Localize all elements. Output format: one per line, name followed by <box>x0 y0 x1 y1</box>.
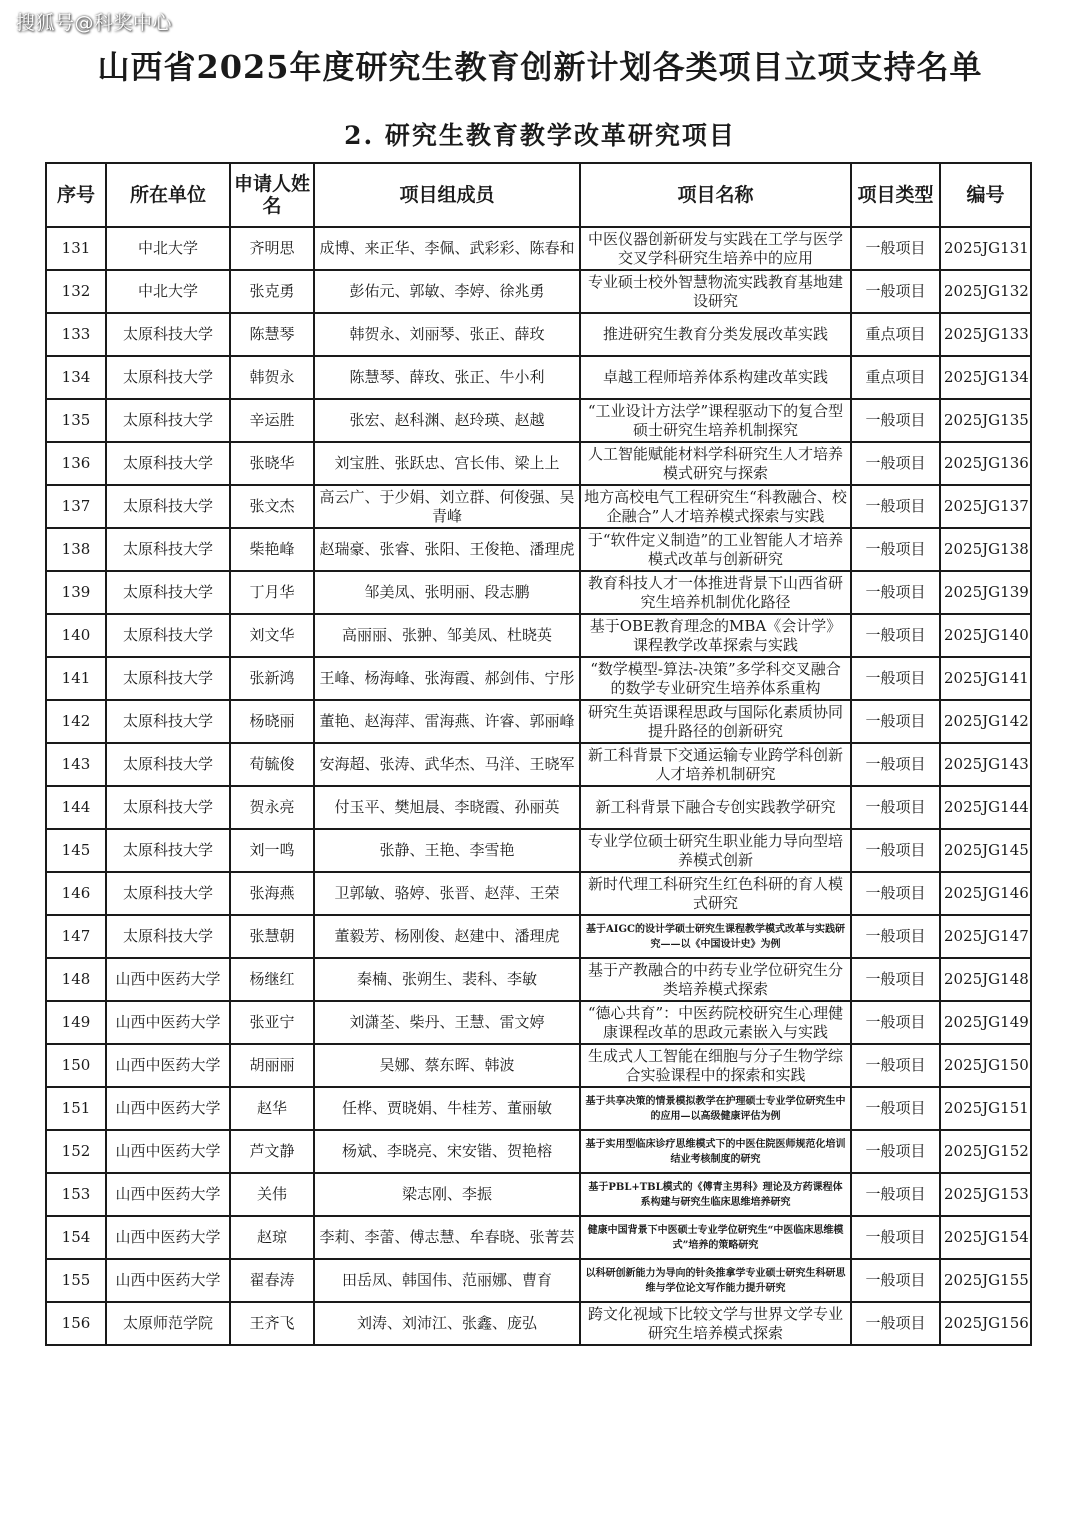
cell-project-type: 一般项目 <box>851 915 940 958</box>
table-row <box>46 399 1031 442</box>
cell-code: 2025JG143 <box>940 743 1031 786</box>
cell-project-type: 一般项目 <box>851 829 940 872</box>
cell-unit: 太原科技大学 <box>106 313 230 356</box>
table-row <box>46 700 1031 743</box>
cell-unit: 山西中医药大学 <box>106 1216 230 1259</box>
cell-project-type: 一般项目 <box>851 227 940 270</box>
cell-applicant: 丁月华 <box>230 571 314 614</box>
cell-unit: 太原科技大学 <box>106 657 230 700</box>
cell-no: 141 <box>46 657 106 700</box>
cell-project-name: 人工智能赋能材料学科研究生人才培养模式研究与探索 <box>580 442 851 485</box>
cell-no: 140 <box>46 614 106 657</box>
cell-members: 刘涛、刘沛江、张鑫、庞弘 <box>314 1302 580 1345</box>
cell-members: 田岳凤、韩国伟、范丽娜、曹育 <box>314 1259 580 1302</box>
cell-applicant: 胡丽丽 <box>230 1044 314 1087</box>
cell-members: 高丽丽、张翀、邹美凤、杜晓英 <box>314 614 580 657</box>
document-title: 山西省2025年度研究生教育创新计划各类项目立项支持名单 <box>97 48 983 86</box>
cell-code: 2025JG144 <box>940 786 1031 829</box>
cell-project-name: 新工科背景下融合专创实践教学研究 <box>580 786 851 829</box>
cell-code: 2025JG146 <box>940 872 1031 915</box>
table-row <box>46 485 1031 528</box>
cell-members: 王峰、杨海峰、张海霞、郝剑伟、宁彤 <box>314 657 580 700</box>
cell-no: 133 <box>46 313 106 356</box>
cell-code: 2025JG133 <box>940 313 1031 356</box>
cell-members: 韩贺永、刘丽琴、张正、薛玫 <box>314 313 580 356</box>
cell-members: 高云广、于少娟、刘立群、何俊强、吴青峰 <box>314 485 580 528</box>
cell-members: 邹美凤、张明丽、段志鹏 <box>314 571 580 614</box>
table-row <box>46 313 1031 356</box>
cell-project-name: 中医仪器创新研发与实践在工学与医学交叉学科研究生培养中的应用 <box>580 227 851 270</box>
cell-members: 董毅芳、杨刚俊、赵建中、潘理虎 <box>314 915 580 958</box>
cell-no: 155 <box>46 1259 106 1302</box>
document-subtitle: 2. 研究生教育教学改革研究项目 <box>344 121 736 150</box>
cell-code: 2025JG138 <box>940 528 1031 571</box>
table-row <box>46 872 1031 915</box>
table-row <box>46 657 1031 700</box>
cell-code: 2025JG140 <box>940 614 1031 657</box>
cell-unit: 太原科技大学 <box>106 399 230 442</box>
cell-applicant: 刘一鸣 <box>230 829 314 872</box>
cell-no: 143 <box>46 743 106 786</box>
cell-no: 145 <box>46 829 106 872</box>
cell-project-name: “德心共育”：中医药院校研究生心理健康课程改革的思政元素嵌入与实践 <box>580 1001 851 1044</box>
cell-members: 张静、王艳、李雪艳 <box>314 829 580 872</box>
table-row <box>46 528 1031 571</box>
cell-unit: 太原科技大学 <box>106 872 230 915</box>
cell-unit: 太原科技大学 <box>106 442 230 485</box>
cell-code: 2025JG155 <box>940 1259 1031 1302</box>
cell-unit: 太原科技大学 <box>106 571 230 614</box>
cell-applicant: 张新鸿 <box>230 657 314 700</box>
table-row <box>46 743 1031 786</box>
table-row <box>46 1001 1031 1044</box>
cell-no: 134 <box>46 356 106 399</box>
cell-members: 赵瑞豪、张睿、张阳、王俊艳、潘理虎 <box>314 528 580 571</box>
table-row <box>46 1130 1031 1173</box>
cell-members: 卫郭敏、骆婷、张晋、赵萍、王荣 <box>314 872 580 915</box>
header-cell-code: 编号 <box>940 163 1031 227</box>
cell-applicant: 张文杰 <box>230 485 314 528</box>
cell-no: 151 <box>46 1087 106 1130</box>
cell-code: 2025JG147 <box>940 915 1031 958</box>
cell-code: 2025JG136 <box>940 442 1031 485</box>
cell-code: 2025JG154 <box>940 1216 1031 1259</box>
cell-no: 149 <box>46 1001 106 1044</box>
cell-code: 2025JG149 <box>940 1001 1031 1044</box>
cell-no: 150 <box>46 1044 106 1087</box>
cell-unit: 山西中医药大学 <box>106 958 230 1001</box>
cell-project-name: 地方高校电气工程研究生“科教融合、校企融合”人才培养模式探索与实践 <box>580 485 851 528</box>
table-row <box>46 829 1031 872</box>
table-header-row <box>46 163 1031 227</box>
cell-code: 2025JG135 <box>940 399 1031 442</box>
cell-project-name: 专业学位硕士研究生职业能力导向型培养模式创新 <box>580 829 851 872</box>
cell-members: 吴娜、蔡东晖、韩波 <box>314 1044 580 1087</box>
cell-unit: 山西中医药大学 <box>106 1001 230 1044</box>
cell-applicant: 贺永亮 <box>230 786 314 829</box>
cell-no: 132 <box>46 270 106 313</box>
cell-project-type: 一般项目 <box>851 1259 940 1302</box>
cell-project-type: 一般项目 <box>851 485 940 528</box>
cell-code: 2025JG148 <box>940 958 1031 1001</box>
cell-no: 148 <box>46 958 106 1001</box>
cell-members: 任桦、贾晓娟、牛桂芳、董丽敏 <box>314 1087 580 1130</box>
cell-project-type: 一般项目 <box>851 700 940 743</box>
cell-members: 杨斌、李晓亮、宋安锴、贺艳榕 <box>314 1130 580 1173</box>
cell-project-name: 基于PBL+TBL模式的《傅青主男科》理论及方药课程体系构建与研究生临床思维培养研究 <box>580 1173 851 1216</box>
cell-applicant: 齐明思 <box>230 227 314 270</box>
cell-unit: 山西中医药大学 <box>106 1173 230 1216</box>
table-row <box>46 614 1031 657</box>
cell-applicant: 芦文静 <box>230 1130 314 1173</box>
table-row <box>46 1044 1031 1087</box>
cell-no: 156 <box>46 1302 106 1345</box>
cell-no: 142 <box>46 700 106 743</box>
cell-project-type: 一般项目 <box>851 1216 940 1259</box>
cell-project-name: 基于AIGC的设计学硕士研究生课程教学模式改革与实践研究——以《中国设计史》为例 <box>580 915 851 958</box>
cell-members: 刘宝胜、张跃忠、宫长伟、梁上上 <box>314 442 580 485</box>
cell-project-type: 一般项目 <box>851 1044 940 1087</box>
cell-applicant: 张慧朝 <box>230 915 314 958</box>
cell-unit: 太原科技大学 <box>106 829 230 872</box>
cell-project-name: 生成式人工智能在细胞与分子生物学综合实验课程中的探索和实践 <box>580 1044 851 1087</box>
cell-unit: 太原科技大学 <box>106 614 230 657</box>
table-row <box>46 1087 1031 1130</box>
table-row <box>46 786 1031 829</box>
cell-members: 梁志刚、李振 <box>314 1173 580 1216</box>
cell-members: 董艳、赵海萍、雷海燕、许睿、郭丽峰 <box>314 700 580 743</box>
cell-no: 146 <box>46 872 106 915</box>
cell-members: 陈慧琴、薛玫、张正、牛小利 <box>314 356 580 399</box>
cell-members: 李莉、李蕾、傅志慧、牟春晓、张菁芸 <box>314 1216 580 1259</box>
cell-unit: 太原科技大学 <box>106 743 230 786</box>
cell-unit: 山西中医药大学 <box>106 1087 230 1130</box>
cell-applicant: 陈慧琴 <box>230 313 314 356</box>
cell-project-type: 一般项目 <box>851 958 940 1001</box>
cell-unit: 太原科技大学 <box>106 528 230 571</box>
cell-code: 2025JG134 <box>940 356 1031 399</box>
cell-project-name: 教育科技人才一体推进背景下山西省研究生培养机制优化路径 <box>580 571 851 614</box>
cell-project-type: 一般项目 <box>851 786 940 829</box>
cell-project-name: 专业硕士校外智慧物流实践教育基地建设研究 <box>580 270 851 313</box>
cell-applicant: 翟春涛 <box>230 1259 314 1302</box>
cell-members: 彭佑元、郭敏、李婷、徐兆勇 <box>314 270 580 313</box>
table-row <box>46 442 1031 485</box>
cell-no: 154 <box>46 1216 106 1259</box>
cell-applicant: 杨晓丽 <box>230 700 314 743</box>
cell-code: 2025JG139 <box>940 571 1031 614</box>
cell-project-name: 研究生英语课程思政与国际化素质协同提升路径的创新研究 <box>580 700 851 743</box>
cell-project-type: 重点项目 <box>851 313 940 356</box>
table-row <box>46 571 1031 614</box>
project-table <box>45 162 1032 1346</box>
cell-project-type: 一般项目 <box>851 1087 940 1130</box>
cell-code: 2025JG150 <box>940 1044 1031 1087</box>
cell-project-type: 一般项目 <box>851 571 940 614</box>
cell-unit: 山西中医药大学 <box>106 1259 230 1302</box>
cell-project-name: 基于实用型临床诊疗思维模式下的中医住院医师规范化培训结业考核制度的研究 <box>580 1130 851 1173</box>
cell-code: 2025JG151 <box>940 1087 1031 1130</box>
cell-project-name: 推进研究生教育分类发展改革实践 <box>580 313 851 356</box>
cell-no: 136 <box>46 442 106 485</box>
cell-project-type: 一般项目 <box>851 872 940 915</box>
header-cell-applicant: 申请人姓名 <box>230 163 314 227</box>
cell-no: 135 <box>46 399 106 442</box>
cell-applicant: 辛运胜 <box>230 399 314 442</box>
cell-applicant: 张晓华 <box>230 442 314 485</box>
cell-project-type: 一般项目 <box>851 657 940 700</box>
cell-unit: 山西中医药大学 <box>106 1044 230 1087</box>
table-row <box>46 915 1031 958</box>
table-row <box>46 1259 1031 1302</box>
cell-no: 139 <box>46 571 106 614</box>
table-row <box>46 227 1031 270</box>
header-cell-project-type: 项目类型 <box>851 163 940 227</box>
cell-members: 张宏、赵科渊、赵玲瑛、赵越 <box>314 399 580 442</box>
header-cell-unit: 所在单位 <box>106 163 230 227</box>
cell-code: 2025JG132 <box>940 270 1031 313</box>
cell-project-name: “工业设计方法学”课程驱动下的复合型硕士研究生培养机制探究 <box>580 399 851 442</box>
cell-no: 147 <box>46 915 106 958</box>
cell-applicant: 杨继红 <box>230 958 314 1001</box>
table-body <box>46 227 1031 1345</box>
cell-no: 138 <box>46 528 106 571</box>
cell-project-name: 基于OBE教育理念的MBA《会计学》课程教学改革探索与实践 <box>580 614 851 657</box>
cell-project-name: 新时代理工科研究生红色科研的育人模式研究 <box>580 872 851 915</box>
cell-project-type: 一般项目 <box>851 528 940 571</box>
cell-project-name: “数学模型-算法-决策”多学科交叉融合的数学专业研究生培养体系重构 <box>580 657 851 700</box>
cell-project-name: 跨文化视域下比较文学与世界文学专业研究生培养模式探索 <box>580 1302 851 1345</box>
cell-project-type: 重点项目 <box>851 356 940 399</box>
cell-no: 131 <box>46 227 106 270</box>
table-row <box>46 1173 1031 1216</box>
cell-project-name: 于“软件定义制造”的工业智能人才培养模式改革与创新研究 <box>580 528 851 571</box>
cell-code: 2025JG156 <box>940 1302 1031 1345</box>
cell-no: 153 <box>46 1173 106 1216</box>
cell-applicant: 韩贺永 <box>230 356 314 399</box>
cell-members: 成博、来正华、李佩、武彩彩、陈春和 <box>314 227 580 270</box>
cell-applicant: 赵琼 <box>230 1216 314 1259</box>
cell-members: 安海超、张涛、武华杰、马洋、王晓军 <box>314 743 580 786</box>
cell-unit: 太原科技大学 <box>106 700 230 743</box>
cell-project-name: 基于产教融合的中药专业学位研究生分类培养模式探索 <box>580 958 851 1001</box>
cell-code: 2025JG141 <box>940 657 1031 700</box>
cell-project-type: 一般项目 <box>851 1173 940 1216</box>
cell-project-type: 一般项目 <box>851 399 940 442</box>
table-row <box>46 1216 1031 1259</box>
cell-unit: 太原科技大学 <box>106 485 230 528</box>
cell-unit: 中北大学 <box>106 227 230 270</box>
cell-project-type: 一般项目 <box>851 442 940 485</box>
watermark-text: 搜狐号@科奖中心 <box>16 12 173 34</box>
header-cell-members: 项目组成员 <box>314 163 580 227</box>
cell-code: 2025JG153 <box>940 1173 1031 1216</box>
cell-code: 2025JG152 <box>940 1130 1031 1173</box>
cell-project-type: 一般项目 <box>851 1001 940 1044</box>
table-row <box>46 1302 1031 1345</box>
header-cell-project-name: 项目名称 <box>580 163 851 227</box>
cell-applicant: 张亚宁 <box>230 1001 314 1044</box>
cell-no: 152 <box>46 1130 106 1173</box>
table-row <box>46 958 1031 1001</box>
cell-members: 刘潇荃、柴丹、王慧、雷文婷 <box>314 1001 580 1044</box>
cell-unit: 山西中医药大学 <box>106 1130 230 1173</box>
cell-project-type: 一般项目 <box>851 270 940 313</box>
cell-applicant: 荀毓俊 <box>230 743 314 786</box>
cell-no: 137 <box>46 485 106 528</box>
cell-project-name: 新工科背景下交通运输专业跨学科创新人才培养机制研究 <box>580 743 851 786</box>
cell-project-name: 基于共享决策的情景模拟教学在护理硕士专业学位研究生中的应用—以高级健康评估为例 <box>580 1087 851 1130</box>
header-cell-no: 序号 <box>46 163 106 227</box>
cell-code: 2025JG145 <box>940 829 1031 872</box>
cell-applicant: 张海燕 <box>230 872 314 915</box>
cell-project-type: 一般项目 <box>851 1130 940 1173</box>
cell-code: 2025JG137 <box>940 485 1031 528</box>
cell-members: 秦楠、张朔生、裴科、李敏 <box>314 958 580 1001</box>
cell-applicant: 王齐飞 <box>230 1302 314 1345</box>
cell-applicant: 关伟 <box>230 1173 314 1216</box>
table-row <box>46 270 1031 313</box>
cell-code: 2025JG131 <box>940 227 1031 270</box>
cell-unit: 太原师范学院 <box>106 1302 230 1345</box>
cell-project-name: 健康中国背景下中医硕士专业学位研究生“中医临床思维模式”培养的策略研究 <box>580 1216 851 1259</box>
cell-unit: 太原科技大学 <box>106 915 230 958</box>
cell-unit: 太原科技大学 <box>106 356 230 399</box>
table-row <box>46 356 1031 399</box>
cell-project-type: 一般项目 <box>851 1302 940 1345</box>
cell-project-name: 以科研创新能力为导向的针灸推拿学专业硕士研究生科研思维与学位论文写作能力提升研究 <box>580 1259 851 1302</box>
cell-members: 付玉平、樊旭晨、李晓霞、孙丽英 <box>314 786 580 829</box>
cell-project-name: 卓越工程师培养体系构建改革实践 <box>580 356 851 399</box>
cell-unit: 中北大学 <box>106 270 230 313</box>
cell-applicant: 柴艳峰 <box>230 528 314 571</box>
cell-code: 2025JG142 <box>940 700 1031 743</box>
cell-applicant: 赵华 <box>230 1087 314 1130</box>
cell-applicant: 张克勇 <box>230 270 314 313</box>
cell-applicant: 刘文华 <box>230 614 314 657</box>
cell-project-type: 一般项目 <box>851 743 940 786</box>
cell-unit: 太原科技大学 <box>106 786 230 829</box>
cell-project-type: 一般项目 <box>851 614 940 657</box>
cell-no: 144 <box>46 786 106 829</box>
